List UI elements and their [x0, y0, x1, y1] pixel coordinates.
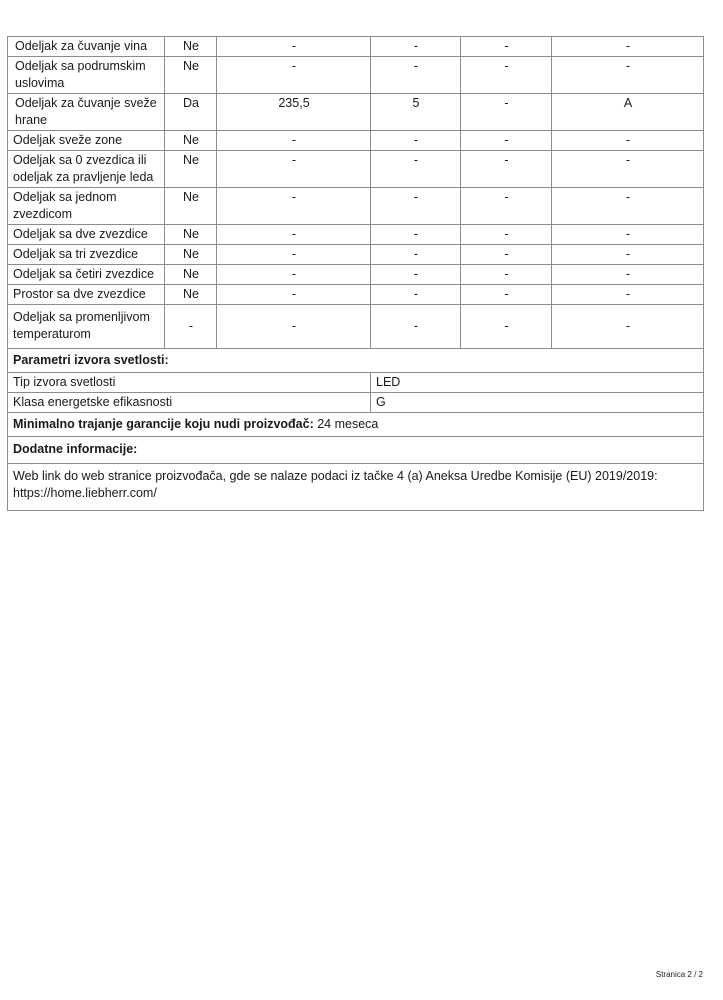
guarantee-row	[8, 413, 704, 437]
compartment-name: Odeljak sa tri zvezdice	[8, 245, 165, 265]
compartment-row	[8, 57, 704, 94]
compartment-name: Odeljak sa podrumskim uslovima	[8, 57, 165, 94]
compartment-cell-col4: -	[461, 305, 552, 349]
compartment-name: Odeljak sa četiri zvezdice	[8, 265, 165, 285]
compartment-cell-col4: -	[461, 225, 552, 245]
compartment-name: Prostor sa dve zvezdice	[8, 285, 165, 305]
light-source-heading: Parametri izvora svetlosti:	[8, 349, 704, 373]
compartment-name: Odeljak sa dve zvezdice	[8, 225, 165, 245]
compartment-cell-col4: -	[461, 131, 552, 151]
compartment-cell-present: Ne	[165, 151, 217, 188]
compartment-cell-present: Ne	[165, 57, 217, 94]
compartment-cell-stars: -	[371, 245, 461, 265]
compartment-cell-volume: -	[217, 225, 371, 245]
compartment-cell-stars: -	[371, 188, 461, 225]
compartment-cell-volume: -	[217, 57, 371, 94]
compartment-cell-col4: -	[461, 151, 552, 188]
compartment-cell-present: -	[165, 305, 217, 349]
compartment-name: Odeljak sveže zone	[8, 131, 165, 151]
compartment-name: Odeljak za čuvanje sveže hrane	[8, 94, 165, 131]
compartment-cell-volume: -	[217, 37, 371, 57]
compartment-row	[8, 188, 704, 225]
compartment-cell-present: Ne	[165, 37, 217, 57]
compartment-cell-stars: -	[371, 151, 461, 188]
compartment-cell-volume: -	[217, 188, 371, 225]
compartment-cell-class: -	[552, 265, 704, 285]
compartment-cell-volume: -	[217, 131, 371, 151]
compartment-row	[8, 37, 704, 57]
compartment-cell-present: Ne	[165, 131, 217, 151]
compartment-cell-stars: -	[371, 225, 461, 245]
compartment-cell-stars: -	[371, 131, 461, 151]
compartment-cell-col4: -	[461, 285, 552, 305]
light-source-type-value: LED	[371, 373, 704, 393]
compartment-cell-col4: -	[461, 57, 552, 94]
additional-info-text: Web link do web stranice proizvođača, gde se nalaze podaci iz tačke 4 (a) Aneksa Uredbe Komisije (EU) 2019/2019: https://home.liebherr.com/	[8, 464, 704, 511]
compartment-cell-present: Ne	[165, 285, 217, 305]
light-source-section	[8, 349, 704, 511]
compartment-row	[8, 305, 704, 349]
compartment-name: Odeljak sa jednom zvezdicom	[8, 188, 165, 225]
compartment-cell-present: Ne	[165, 265, 217, 285]
compartment-name: Odeljak sa 0 zvezdica ili odeljak za pravljenje leda	[8, 151, 165, 188]
compartment-cell-stars: -	[371, 285, 461, 305]
compartment-cell-stars: -	[371, 265, 461, 285]
compartment-cell-col4: -	[461, 37, 552, 57]
compartment-cell-class: -	[552, 57, 704, 94]
compartment-cell-class: -	[552, 225, 704, 245]
additional-info-heading: Dodatne informacije:	[8, 437, 704, 464]
compartment-cell-stars: 5	[371, 94, 461, 131]
compartment-cell-present: Ne	[165, 225, 217, 245]
compartment-cell-volume: -	[217, 245, 371, 265]
compartment-name: Odeljak sa promenljivom temperaturom	[8, 305, 165, 349]
compartment-cell-class: -	[552, 285, 704, 305]
compartment-row	[8, 285, 704, 305]
compartment-cell-volume: 235,5	[217, 94, 371, 131]
compartment-row	[8, 265, 704, 285]
compartment-cell-volume: -	[217, 265, 371, 285]
compartment-cell-stars: -	[371, 37, 461, 57]
compartment-cell-class: -	[552, 151, 704, 188]
compartment-cell-present: Ne	[165, 245, 217, 265]
compartment-cell-stars: -	[371, 57, 461, 94]
compartment-cell-class: -	[552, 305, 704, 349]
energy-class-value: G	[371, 393, 704, 413]
guarantee-value: 24 meseca	[313, 417, 379, 431]
compartment-cell-class: A	[552, 94, 704, 131]
compartment-cell-class: -	[552, 37, 704, 57]
compartment-cell-col4: -	[461, 265, 552, 285]
compartment-row	[8, 151, 704, 188]
light-source-type-label: Tip izvora svetlosti	[8, 373, 371, 393]
compartment-cell-class: -	[552, 188, 704, 225]
compartment-cell-col4: -	[461, 188, 552, 225]
compartment-name: Odeljak za čuvanje vina	[8, 37, 165, 57]
compartment-cell-volume: -	[217, 151, 371, 188]
compartment-row	[8, 225, 704, 245]
compartment-row	[8, 131, 704, 151]
compartment-row	[8, 245, 704, 265]
compartment-cell-volume: -	[217, 285, 371, 305]
compartment-cell-volume: -	[217, 305, 371, 349]
compartment-cell-class: -	[552, 131, 704, 151]
energy-class-label: Klasa energetske efikasnosti	[8, 393, 371, 413]
compartment-rows	[8, 37, 704, 349]
product-info-table	[7, 36, 704, 511]
guarantee-label: Minimalno trajanje garancije koju nudi proizvođač:	[13, 417, 314, 431]
compartment-cell-class: -	[552, 245, 704, 265]
compartment-cell-col4: -	[461, 245, 552, 265]
compartment-cell-stars: -	[371, 305, 461, 349]
compartment-cell-col4: -	[461, 94, 552, 131]
compartment-cell-present: Da	[165, 94, 217, 131]
compartment-row	[8, 94, 704, 131]
compartment-cell-present: Ne	[165, 188, 217, 225]
page-number: Stranica 2 / 2	[655, 970, 703, 979]
